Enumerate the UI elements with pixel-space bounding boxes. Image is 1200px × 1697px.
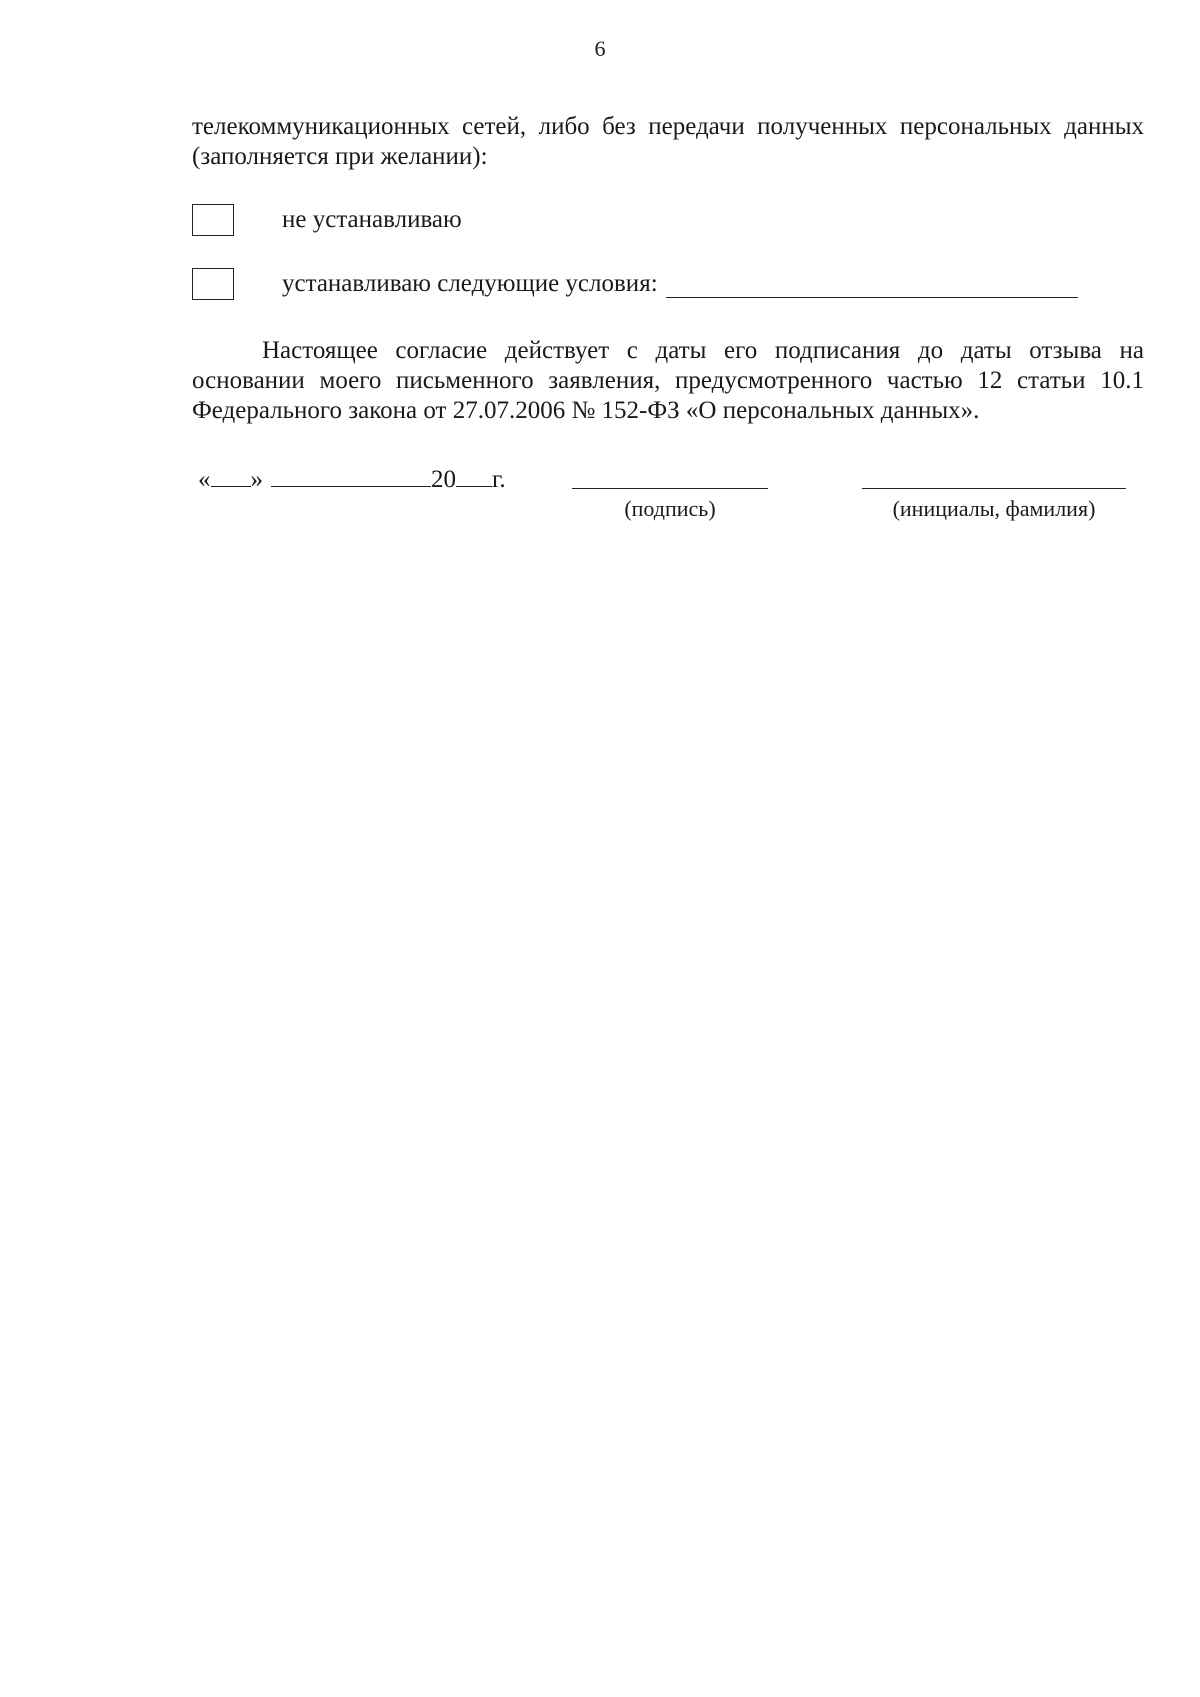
option-set-conditions-label: устанавливаю следующие условия: <box>282 270 658 297</box>
date-month-blank[interactable] <box>271 462 431 487</box>
date-open-quote: « <box>198 466 211 493</box>
checkbox-set-conditions[interactable] <box>192 268 234 300</box>
checkbox-not-set[interactable] <box>192 204 234 236</box>
paragraph-continuation: телекоммуникационных сетей, либо без передачи полученных персональных данных (заполняется при желании): <box>192 113 1144 170</box>
option-not-set[interactable] <box>192 202 462 238</box>
option-not-set-label: не устанавливаю <box>282 206 462 233</box>
conditions-input-line[interactable] <box>666 271 1078 298</box>
date-close-quote: » <box>250 466 263 493</box>
date-year-blank[interactable] <box>456 462 492 487</box>
date-field <box>198 462 506 492</box>
signature-line[interactable] <box>572 488 768 489</box>
name-line[interactable] <box>862 488 1126 489</box>
date-day-blank[interactable] <box>211 462 251 487</box>
name-caption: (инициалы, фамилия) <box>892 496 1096 521</box>
option-set-conditions[interactable] <box>192 266 1078 302</box>
paragraph-validity: Настоящее согласие действует с даты его подписания до даты отзыва на основании моего письменного заявления, предусмотренного частью 12 статьи 10.1 Федерального закона от 27.07.2006 № 152-ФЗ «О персональных данных». <box>192 337 1144 424</box>
date-year-prefix: 20 <box>431 466 456 493</box>
date-year-suffix: г. <box>492 466 506 493</box>
signature-caption: (подпись) <box>624 496 716 521</box>
page-number: 6 <box>594 36 606 61</box>
